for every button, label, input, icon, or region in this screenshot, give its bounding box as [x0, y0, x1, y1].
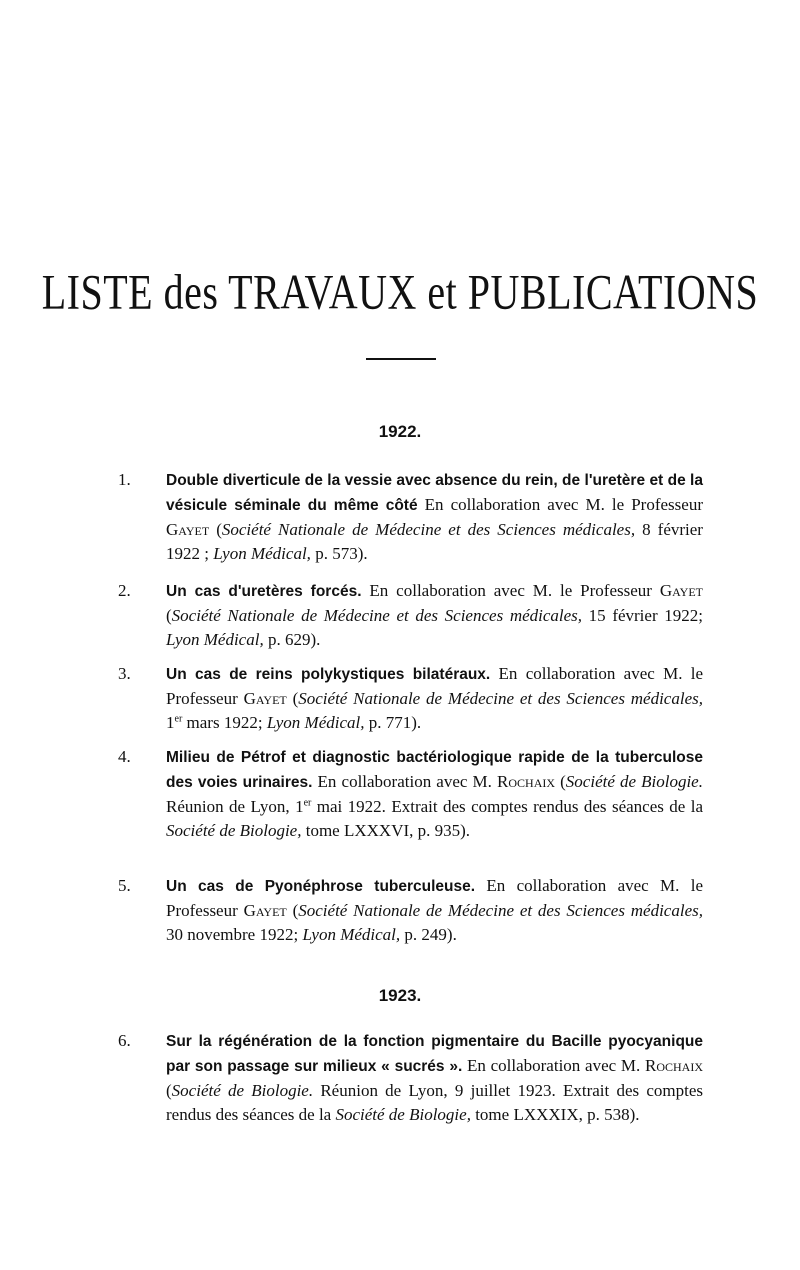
entry-date: Réunion de Lyon, 9 juillet 1923. Extrait des comptes rendus des séances de la — [166, 1081, 703, 1124]
entry-date: mai 1922. Extrait des comptes rendus des séances de la — [311, 797, 703, 816]
entry-text — [166, 468, 703, 566]
entry-number: 6. — [118, 1031, 131, 1050]
entry-paren: ( — [555, 772, 566, 791]
entry-collaborator: Gayet — [659, 581, 703, 600]
entry-collaborator: Rochaix — [497, 772, 556, 791]
publication-entry-2 — [118, 579, 703, 652]
entry-collaborator: Gayet — [243, 689, 287, 708]
entry-title: Milieu de Pétrof et diagnostic bactériologique rapide de la tuberculose des voies urinaires. — [166, 749, 703, 791]
entry-collab: En collaboration avec M. le Professeur — [361, 581, 660, 600]
entry-collaborator: Gayet — [243, 901, 287, 920]
entry-journal: Lyon Médical, — [213, 544, 311, 563]
publication-entry-4 — [118, 745, 703, 843]
entry-date: 15 février 1922; — [582, 606, 703, 625]
entry-collab: En collaboration avec M. le Professeur — [166, 876, 703, 920]
entry-date-day: Réunion de Lyon, 1 — [166, 797, 304, 816]
entry-paren: ( — [286, 689, 299, 708]
entry-number: 5. — [118, 876, 131, 895]
entry-paren: ( — [166, 606, 172, 625]
entry-collaborator: Gayet — [166, 520, 210, 539]
entry-title: Un cas de Pyonéphrose tuberculeuse. — [166, 878, 476, 895]
entry-source: Société de Biologie. — [565, 772, 703, 791]
entry-number: 1. — [118, 470, 131, 489]
entry-title: Double diverticule de la vessie avec absence du rein, de l'uretère et de la vésicule séminale du même côté — [166, 472, 703, 514]
entry-reference: p. 629). — [263, 630, 321, 649]
entry-reference: p. 573). — [310, 544, 368, 563]
entry-collaborator: Rochaix — [644, 1056, 703, 1075]
entry-collab: En collaboration avec M. — [462, 1056, 645, 1075]
entry-date-ordinal: er — [303, 797, 312, 809]
entry-source: Société Nationale de Médecine et des Sciences médicales, — [221, 520, 636, 539]
entry-text — [166, 579, 703, 652]
title-divider — [366, 358, 436, 360]
entry-journal: Lyon Médical, — [302, 925, 401, 944]
entry-date-ordinal: er — [174, 713, 183, 725]
entry-number: 3. — [118, 664, 131, 683]
entry-source: Société de Biologie. — [171, 1081, 314, 1100]
page-title: LISTE des TRAVAUX et PUBLICATIONS — [41, 263, 759, 320]
publication-entry-1 — [118, 468, 703, 566]
entry-collab: En collaboration avec M. — [312, 772, 498, 791]
entry-reference: p. 249). — [400, 925, 457, 944]
entry-title: Sur la régénération de la fonction pigmentaire du Bacille pyocyanique par son passage sur milieux « sucrés ». — [166, 1033, 703, 1075]
entry-journal: Lyon Médical, — [266, 713, 365, 732]
entry-source: Société Nationale de Médecine et des Sciences médicales, — [298, 901, 703, 920]
entry-journal: Société de Biologie, — [166, 821, 302, 840]
year-heading-1922: 1922. — [378, 422, 422, 441]
entry-collab: En collaboration avec M. le Professeur — [417, 495, 703, 514]
entry-text — [166, 662, 703, 735]
publication-entry-3 — [118, 662, 703, 735]
entry-collab: En collaboration avec M. le Professeur — [166, 664, 703, 708]
publication-entry-5 — [118, 874, 703, 947]
entry-source: Société Nationale de Médecine et des Sciences médicales, — [298, 689, 703, 708]
entry-paren: ( — [286, 901, 299, 920]
entry-title: Un cas de reins polykystiques bilatéraux. — [166, 666, 491, 683]
entry-date-day: 1 — [166, 713, 175, 732]
entry-source: Société Nationale de Médecine et des Sciences médicales, — [171, 606, 583, 625]
entry-text — [166, 745, 703, 843]
entry-reference: tome LXXXIX, p. 538). — [470, 1105, 640, 1124]
entry-paren: ( — [209, 520, 222, 539]
entry-text — [166, 874, 703, 947]
year-heading-1923: 1923. — [378, 986, 422, 1005]
publication-entry-6 — [118, 1029, 703, 1127]
entry-date: 8 février 1922 ; — [166, 520, 703, 563]
entry-number: 4. — [118, 747, 131, 766]
entry-reference: p. 771). — [364, 713, 422, 732]
entry-title: Un cas d'uretères forcés. — [166, 583, 362, 600]
entry-journal: Lyon Médical, — [166, 630, 264, 649]
entry-reference: tome LXXXVI, p. 935). — [301, 821, 471, 840]
entry-journal: Société de Biologie, — [335, 1105, 471, 1124]
entry-text — [166, 1029, 703, 1127]
entry-date: mars 1922; — [182, 713, 267, 732]
entry-date: 30 novembre 1922; — [166, 925, 303, 944]
entry-number: 2. — [118, 581, 131, 600]
entry-paren: ( — [166, 1081, 172, 1100]
